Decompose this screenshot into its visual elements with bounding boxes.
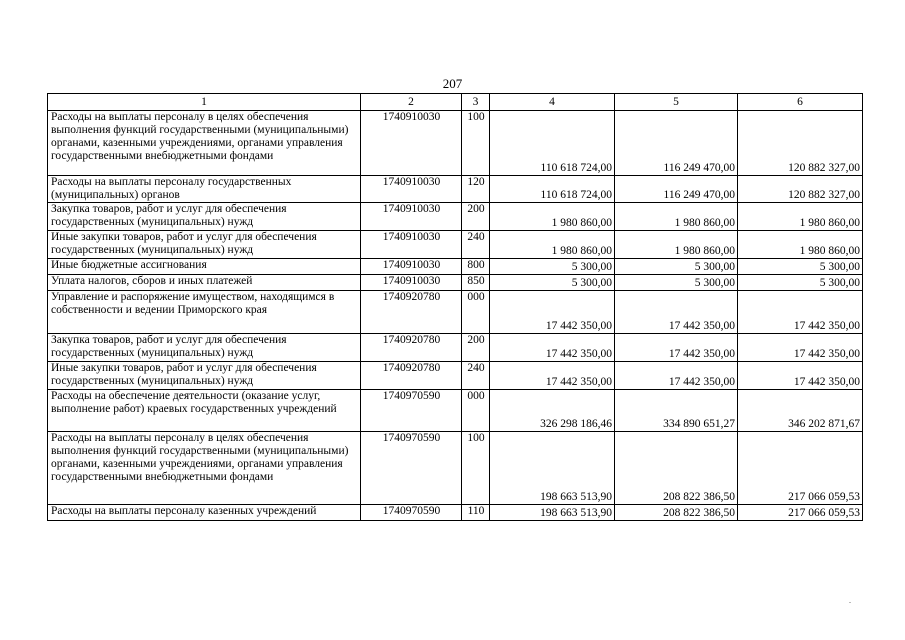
target-code-cell: 1740920780 xyxy=(361,333,462,361)
target-code-cell: 1740970590 xyxy=(361,504,462,520)
expense-name-cell: Расходы на выплаты персоналу в целях обеспечения выполнения функций государственными (муниципальными) органами, казенными учреждениями, органами управления государственными внебюджетными фондами xyxy=(48,431,361,504)
expense-name-cell: Иные закупки товаров, работ и услуг для обеспечения государственных (муниципальных) нужд xyxy=(48,361,361,389)
expense-name-cell: Расходы на обеспечение деятельности (оказание услуг, выполнение работ) краевых государственных учреждений xyxy=(48,389,361,431)
expense-name-cell: Расходы на выплаты персоналу государственных (муниципальных) органов xyxy=(48,176,361,203)
target-code-cell: 1740970590 xyxy=(361,389,462,431)
budget-table xyxy=(47,93,863,521)
amount-col5-cell: 17 442 350,00 xyxy=(615,290,738,333)
table-row xyxy=(48,230,863,258)
table-row xyxy=(48,274,863,290)
expense-name-cell: Иные бюджетные ассигнования xyxy=(48,258,361,274)
table-row xyxy=(48,389,863,431)
target-code-cell: 1740920780 xyxy=(361,361,462,389)
expense-type-cell: 800 xyxy=(462,258,490,274)
table-row xyxy=(48,176,863,203)
amount-col6-cell: 346 202 871,67 xyxy=(738,389,863,431)
target-code-cell: 1740920780 xyxy=(361,290,462,333)
expense-type-cell: 240 xyxy=(462,230,490,258)
amount-col6-cell: 17 442 350,00 xyxy=(738,361,863,389)
amount-col6-cell: 1 980 860,00 xyxy=(738,202,863,230)
amount-col5-cell: 334 890 651,27 xyxy=(615,389,738,431)
column-header: 4 xyxy=(490,94,615,111)
table-row xyxy=(48,431,863,504)
expense-name-cell: Уплата налогов, сборов и иных платежей xyxy=(48,274,361,290)
amount-col4-cell: 1 980 860,00 xyxy=(490,230,615,258)
amount-col5-cell: 116 249 470,00 xyxy=(615,176,738,203)
target-code-cell: 1740910030 xyxy=(361,202,462,230)
expense-type-cell: 200 xyxy=(462,202,490,230)
column-header: 6 xyxy=(738,94,863,111)
scan-speck xyxy=(849,602,851,603)
expense-type-cell: 110 xyxy=(462,504,490,520)
amount-col5-cell: 17 442 350,00 xyxy=(615,361,738,389)
target-code-cell: 1740970590 xyxy=(361,431,462,504)
amount-col4-cell: 17 442 350,00 xyxy=(490,333,615,361)
expense-name-cell: Закупка товаров, работ и услуг для обеспечения государственных (муниципальных) нужд xyxy=(48,202,361,230)
amount-col4-cell: 17 442 350,00 xyxy=(490,290,615,333)
expense-name-cell: Расходы на выплаты персоналу казенных учреждений xyxy=(48,504,361,520)
target-code-cell: 1740910030 xyxy=(361,230,462,258)
amount-col4-cell: 110 618 724,00 xyxy=(490,176,615,203)
amount-col4-cell: 110 618 724,00 xyxy=(490,111,615,176)
expense-type-cell: 100 xyxy=(462,431,490,504)
amount-col6-cell: 17 442 350,00 xyxy=(738,333,863,361)
amount-col5-cell: 1 980 860,00 xyxy=(615,230,738,258)
amount-col5-cell: 17 442 350,00 xyxy=(615,333,738,361)
target-code-cell: 1740910030 xyxy=(361,111,462,176)
amount-col6-cell: 17 442 350,00 xyxy=(738,290,863,333)
expense-name-cell: Управление и распоряжение имуществом, находящимся в собственности и ведении Приморского края xyxy=(48,290,361,333)
amount-col4-cell: 5 300,00 xyxy=(490,258,615,274)
table-row xyxy=(48,361,863,389)
column-header: 2 xyxy=(361,94,462,111)
table-row xyxy=(48,258,863,274)
amount-col4-cell: 17 442 350,00 xyxy=(490,361,615,389)
expense-type-cell: 240 xyxy=(462,361,490,389)
amount-col4-cell: 326 298 186,46 xyxy=(490,389,615,431)
table-row xyxy=(48,290,863,333)
amount-col4-cell: 198 663 513,90 xyxy=(490,504,615,520)
target-code-cell: 1740910030 xyxy=(361,176,462,203)
amount-col4-cell: 1 980 860,00 xyxy=(490,202,615,230)
expense-type-cell: 000 xyxy=(462,389,490,431)
amount-col6-cell: 1 980 860,00 xyxy=(738,230,863,258)
expense-type-cell: 200 xyxy=(462,333,490,361)
expense-type-cell: 000 xyxy=(462,290,490,333)
amount-col5-cell: 208 822 386,50 xyxy=(615,504,738,520)
amount-col6-cell: 5 300,00 xyxy=(738,258,863,274)
amount-col4-cell: 5 300,00 xyxy=(490,274,615,290)
amount-col6-cell: 217 066 059,53 xyxy=(738,504,863,520)
amount-col5-cell: 1 980 860,00 xyxy=(615,202,738,230)
page-number: 207 xyxy=(442,76,463,91)
table-row xyxy=(48,504,863,520)
table-header-row xyxy=(48,94,863,111)
amount-col5-cell: 5 300,00 xyxy=(615,258,738,274)
expense-type-cell: 120 xyxy=(462,176,490,203)
amount-col5-cell: 116 249 470,00 xyxy=(615,111,738,176)
table-row xyxy=(48,202,863,230)
amount-col6-cell: 217 066 059,53 xyxy=(738,431,863,504)
column-header: 1 xyxy=(48,94,361,111)
table-row xyxy=(48,333,863,361)
amount-col5-cell: 208 822 386,50 xyxy=(615,431,738,504)
amount-col4-cell: 198 663 513,90 xyxy=(490,431,615,504)
target-code-cell: 1740910030 xyxy=(361,258,462,274)
expense-name-cell: Закупка товаров, работ и услуг для обеспечения государственных (муниципальных) нужд xyxy=(48,333,361,361)
table-row xyxy=(48,111,863,176)
expense-name-cell: Расходы на выплаты персоналу в целях обеспечения выполнения функций государственными (муниципальными) органами, казенными учреждениями, органами управления государственными внебюджетными фондами xyxy=(48,111,361,176)
amount-col6-cell: 120 882 327,00 xyxy=(738,176,863,203)
expense-type-cell: 100 xyxy=(462,111,490,176)
amount-col5-cell: 5 300,00 xyxy=(615,274,738,290)
column-header: 3 xyxy=(462,94,490,111)
target-code-cell: 1740910030 xyxy=(361,274,462,290)
amount-col6-cell: 120 882 327,00 xyxy=(738,111,863,176)
expense-name-cell: Иные закупки товаров, работ и услуг для обеспечения государственных (муниципальных) нужд xyxy=(48,230,361,258)
amount-col6-cell: 5 300,00 xyxy=(738,274,863,290)
expense-type-cell: 850 xyxy=(462,274,490,290)
column-header: 5 xyxy=(615,94,738,111)
